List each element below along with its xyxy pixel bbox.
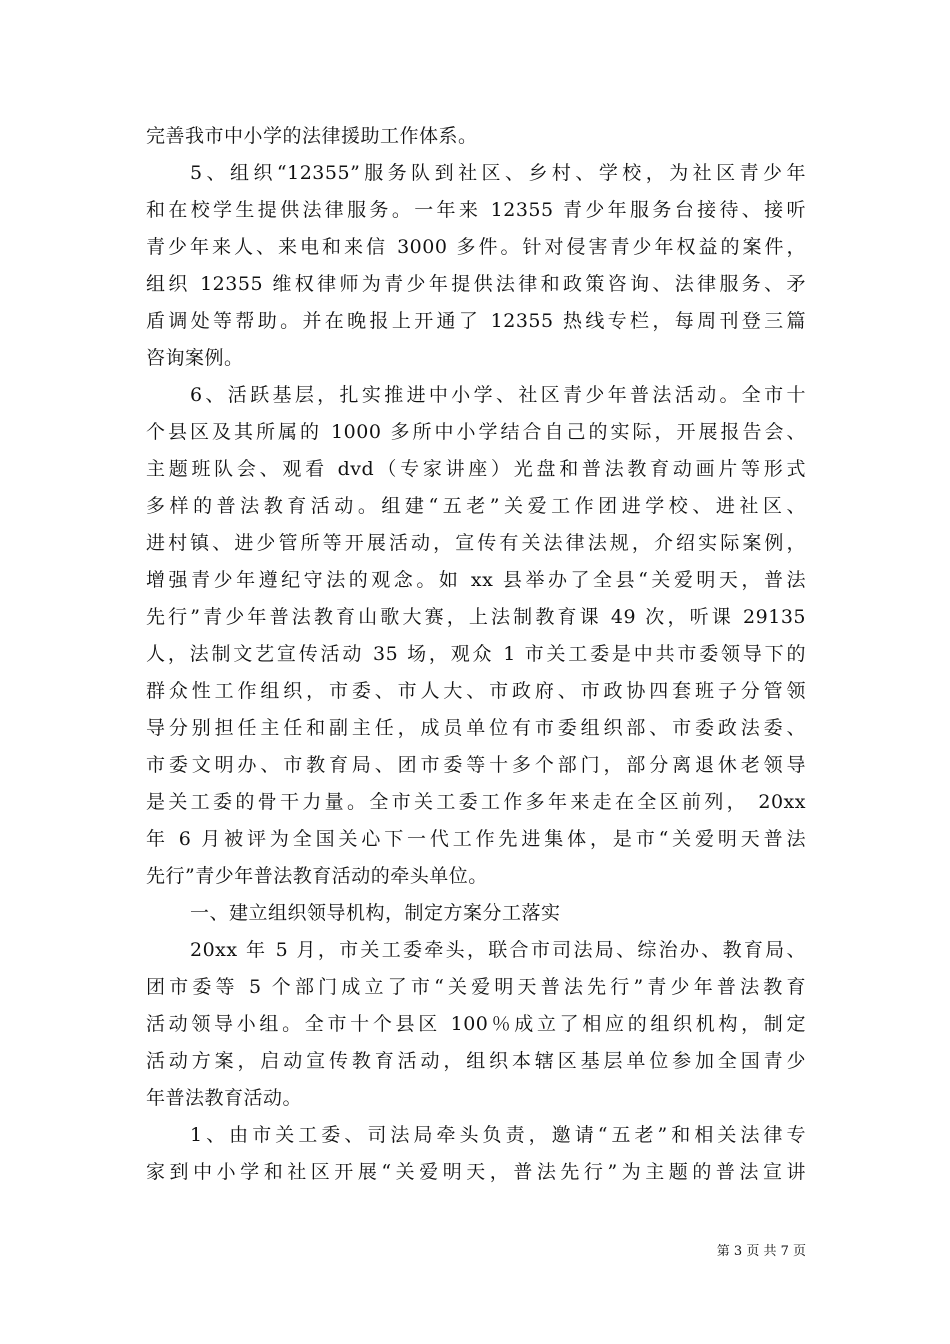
text-line: 年普法教育活动。 [146, 1087, 303, 1109]
text-line: 活动领导小组。全市十个县区 100％成立了相应的组织机构，制定 [146, 1013, 806, 1035]
paragraph-start-line: 20xx 年 5 月，市关工委牵头，联合市司法局、综治办、教育局、 [190, 939, 806, 961]
text-line: 青少年来人、来电和来信 3000 多件。针对侵害青少年权益的案件， [146, 236, 806, 258]
text-line: 先行”青少年普法教育山歌大赛，上法制教育课 49 次，听课 29135 [146, 606, 806, 628]
text-line: 增强青少年遵纪守法的观念。如 xx 县举办了全县“关爱明天，普法 [146, 569, 806, 591]
page-number: 第 3 页 共 7 页 [716, 1244, 806, 1259]
text-line: 活动方案，启动宣传教育活动，组织本辖区基层单位参加全国青少 [146, 1050, 806, 1072]
text-line: 咨询案例。 [146, 347, 244, 369]
text-line: 进村镇、进少管所等开展活动，宣传有关法律法规，介绍实际案例， [146, 532, 806, 554]
text-line: 主题班队会、观看 dvd（专家讲座）光盘和普法教育动画片等形式 [146, 458, 806, 480]
text-line: 是关工委的骨干力量。全市关工委工作多年来走在全区前列， 20xx [146, 791, 806, 813]
text-line: 市委文明办、市教育局、团市委等十多个部门，部分离退休老领导 [146, 754, 806, 776]
text-line: 导分别担任主任和副主任，成员单位有市委组织部、市委政法委、 [146, 717, 806, 739]
text-line: 多样的普法教育活动。组建“五老”关爱工作团进学校、进社区、 [146, 495, 806, 517]
text-line: 个县区及其所属的 1000 多所中小学结合自己的实际，开展报告会、 [146, 421, 806, 443]
section-heading: 一、建立组织领导机构，制定方案分工落实 [190, 902, 561, 924]
text-line: 人，法制文艺宣传活动 35 场，观众 1 市关工委是中共市委领导下的 [146, 643, 806, 665]
text-line: 盾调处等帮助。并在晚报上开通了 12355 热线专栏，每周刊登三篇 [146, 310, 806, 332]
text-line: 组织 12355 维权律师为青少年提供法律和政策咨询、法律服务、矛 [146, 273, 806, 295]
document-body [146, 118, 806, 1191]
paragraph-start-line: 1、由市关工委、司法局牵头负责，邀请“五老”和相关法律专 [190, 1124, 806, 1146]
text-line: 团市委等 5 个部门成立了市“关爱明天普法先行”青少年普法教育 [146, 976, 806, 998]
text-line: 年 6 月被评为全国关心下一代工作先进集体，是市“关爱明天普法 [146, 828, 806, 850]
text-line: 先行”青少年普法教育活动的牵头单位。 [146, 865, 488, 887]
text-line: 完善我市中小学的法律援助工作体系。 [146, 125, 478, 147]
text-line: 群众性工作组织，市委、市人大、市政府、市政协四套班子分管领 [146, 680, 806, 702]
text-line: 家到中小学和社区开展“关爱明天，普法先行”为主题的普法宣讲 [146, 1161, 806, 1183]
text-line: 和在校学生提供法律服务。一年来 12355 青少年服务台接待、接听 [146, 199, 806, 221]
paragraph-start-line: 6、活跃基层，扎实推进中小学、社区青少年普法活动。全市十 [190, 384, 806, 406]
paragraph-start-line: 5、组织“12355”服务队到社区、乡村、学校，为社区青少年 [190, 162, 806, 184]
